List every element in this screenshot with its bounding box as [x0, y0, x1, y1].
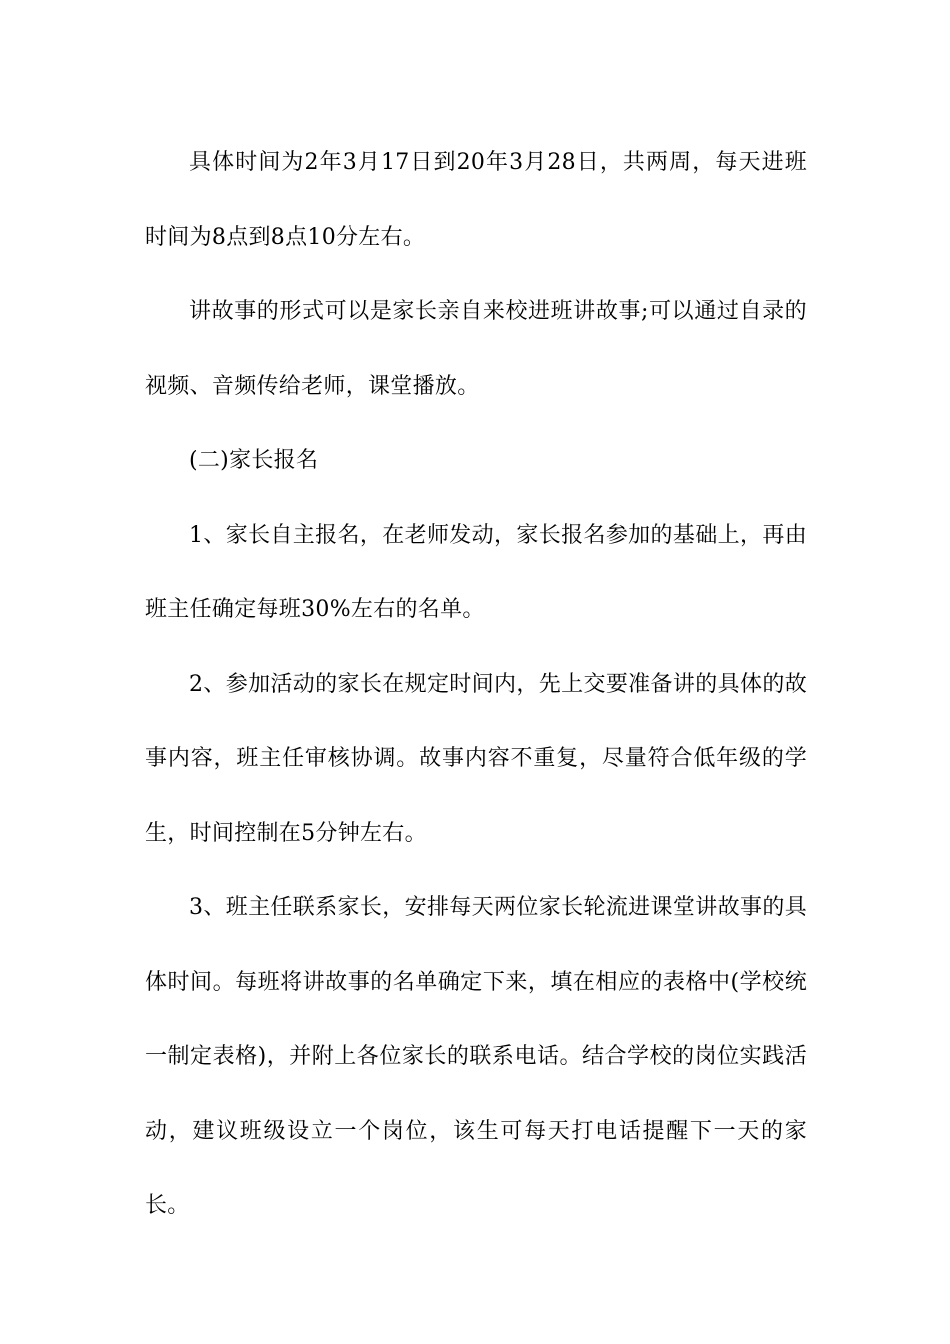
- document-body: [145, 126, 807, 1244]
- paragraph-story-format: 讲故事的形式可以是家长亲自来校进班讲故事;可以通过自录的视频、音频传给老师，课堂播放。: [145, 299, 807, 399]
- paragraph-schedule: 具体时间为2年3月17日到20年3月28日，共两周，每天进班时间为8点到8点10分左右。: [145, 150, 807, 250]
- paragraph-item-3: 3、班主任联系家长，安排每天两位家长轮流进课堂讲故事的具体时间。每班将讲故事的名单确定下来，填在相应的表格中(学校统一制定表格)，并附上各位家长的联系电话。结合学校的岗位实践活动，建议班级设立一个岗位，该生可每天打电话提醒下一天的家长。: [145, 895, 807, 1218]
- paragraph-item-2: 2、参加活动的家长在规定时间内，先上交要准备讲的具体的故事内容，班主任审核协调。故事内容不重复，尽量符合低年级的学生，时间控制在5分钟左右。: [145, 671, 807, 846]
- section-heading-parent-signup: (二)家长报名: [189, 448, 319, 473]
- paragraph-item-1: 1、家长自主报名，在老师发动，家长报名参加的基础上，再由班主任确定每班30%左右的名单。: [145, 522, 807, 622]
